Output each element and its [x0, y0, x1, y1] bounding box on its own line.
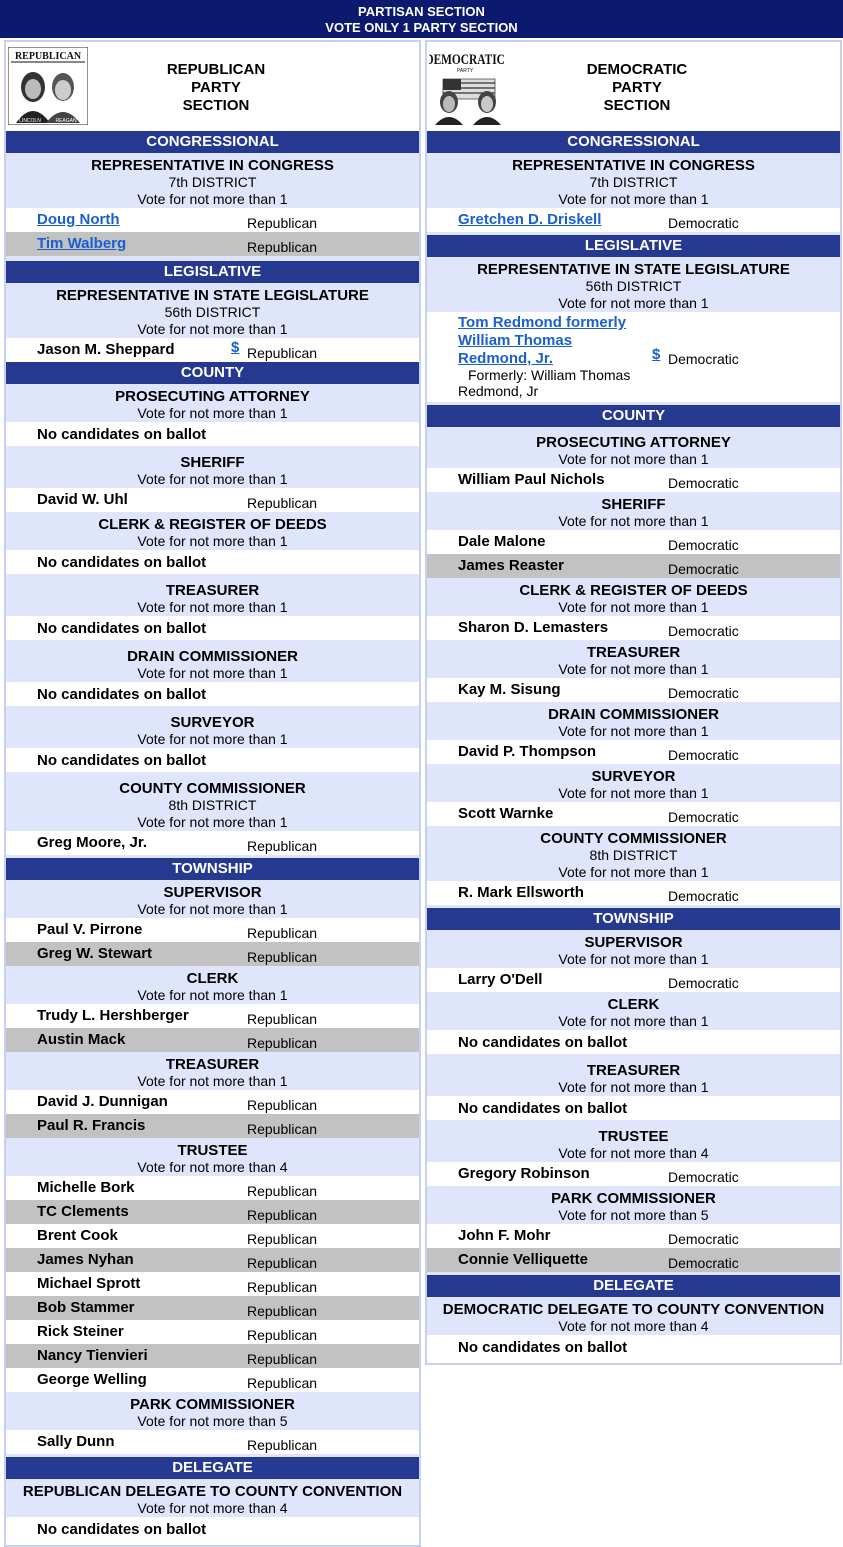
- office-trustee: [6, 1138, 419, 1176]
- vote-instruction: Vote for not more than 1: [558, 191, 709, 207]
- office-title: REPUBLICAN DELEGATE TO COUNTY CONVENTION: [22, 1483, 403, 1500]
- svg-text:REPUBLICAN: REPUBLICAN: [14, 51, 82, 62]
- office-surveyor: [6, 706, 419, 748]
- no-candidates-row: [427, 1030, 840, 1054]
- candidate-party: Republican: [247, 345, 318, 361]
- candidate-name: Paul V. Pirrone: [37, 921, 143, 938]
- section-bar-county: COUNTY: [6, 362, 419, 384]
- vote-instruction: Vote for not more than 4: [137, 1159, 288, 1175]
- office-surveyor: [427, 764, 840, 802]
- candidate-row[interactable]: [6, 1200, 419, 1224]
- candidate-name: TC Clements: [37, 1203, 129, 1220]
- candidate-row[interactable]: [6, 1368, 419, 1392]
- title-line: PARTY: [191, 79, 241, 96]
- candidate-name-line[interactable]: William Thomas: [458, 332, 573, 349]
- republican-logo: [8, 47, 88, 125]
- candidate-name-line[interactable]: Tom Redmond formerly: [458, 314, 627, 331]
- candidate-link[interactable]: Gretchen D. Driskell: [458, 211, 602, 228]
- vote-instruction: Vote for not more than 1: [137, 405, 288, 421]
- candidate-party: Republican: [247, 1375, 318, 1391]
- candidate-row[interactable]: [6, 1004, 419, 1028]
- section-bar-township: TOWNSHIP: [427, 908, 840, 930]
- candidate-party: Republican: [247, 838, 318, 854]
- candidate-party: Democratic: [668, 809, 739, 825]
- candidate-row[interactable]: [427, 802, 840, 826]
- office-state-legislature: [427, 257, 840, 312]
- republican-party-title: [131, 61, 301, 115]
- candidate-party: Republican: [247, 1255, 318, 1271]
- no-candidates-row: [6, 616, 419, 640]
- office-delegate: [6, 1479, 419, 1517]
- candidate-name: Austin Mack: [37, 1031, 126, 1048]
- office-park-commissioner: [6, 1392, 419, 1430]
- office-title: SUPERVISOR: [584, 934, 683, 951]
- no-candidates-row: [6, 422, 419, 446]
- candidate-name-line[interactable]: Redmond, Jr.: [458, 350, 554, 367]
- candidate-party: Republican: [247, 215, 318, 231]
- title-line: SECTION: [603, 97, 671, 114]
- candidate-row[interactable]: [6, 208, 419, 232]
- office-title: REPRESENTATIVE IN STATE LEGISLATURE: [477, 261, 790, 278]
- candidate-row[interactable]: [6, 1176, 419, 1200]
- office-title: REPRESENTATIVE IN CONGRESS: [91, 157, 334, 174]
- candidate-row[interactable]: [6, 1320, 419, 1344]
- candidate-party: Democratic: [668, 475, 739, 491]
- candidate-row[interactable]: [6, 1296, 419, 1320]
- section-bar-county: COUNTY: [427, 405, 840, 427]
- candidate-row[interactable]: [427, 208, 840, 232]
- office-title: TREASURER: [165, 1056, 260, 1073]
- candidate-name: Connie Velliquette: [458, 1251, 589, 1268]
- svg-text:PARTY: PARTY: [456, 68, 474, 74]
- republican-header: [6, 42, 419, 131]
- candidate-name: Michelle Bork: [37, 1179, 135, 1196]
- vote-instruction: Vote for not more than 1: [558, 513, 709, 529]
- candidate-name: Greg Moore, Jr.: [37, 834, 148, 851]
- vote-instruction: Vote for not more than 1: [558, 951, 709, 967]
- candidate-row[interactable]: [427, 1162, 840, 1186]
- candidate-name: Bob Stammer: [37, 1299, 135, 1316]
- banner-subtitle: VOTE ONLY 1 PARTY SECTION: [325, 20, 518, 35]
- no-candidates-text: No candidates on ballot: [458, 1100, 628, 1117]
- candidate-row[interactable]: [427, 554, 840, 578]
- candidate-link[interactable]: [458, 314, 661, 368]
- vote-instruction: Vote for not more than 1: [137, 1073, 288, 1089]
- candidate-party: Republican: [247, 1011, 318, 1027]
- campaign-finance-icon[interactable]: $: [231, 339, 240, 356]
- candidate-party: Republican: [247, 1097, 318, 1113]
- candidate-name: Nancy Tienvieri: [37, 1347, 148, 1364]
- candidate-party: Republican: [247, 1437, 318, 1453]
- candidate-row[interactable]: [6, 1114, 419, 1138]
- section-bar-delegate: DELEGATE: [6, 1457, 419, 1479]
- office-district: 7th DISTRICT: [589, 174, 678, 190]
- candidate-party: Republican: [247, 1035, 318, 1051]
- candidate-party: Democratic: [668, 685, 739, 701]
- office-title: CLERK: [186, 970, 239, 987]
- candidate-row[interactable]: [6, 1430, 419, 1454]
- candidate-party: Republican: [247, 1279, 318, 1295]
- candidate-party: Republican: [247, 949, 318, 965]
- candidate-former-name: Formerly: William Thomas Redmond, Jr: [458, 367, 631, 399]
- office-township-treasurer: [6, 1052, 419, 1090]
- office-title: COUNTY COMMISSIONER: [119, 780, 306, 797]
- office-title: SURVEYOR: [170, 714, 255, 731]
- candidate-row[interactable]: [6, 1224, 419, 1248]
- candidate-name: Sharon D. Lemasters: [458, 619, 609, 636]
- office-clerk-register: [6, 512, 419, 550]
- candidate-party: Republican: [247, 1303, 318, 1319]
- banner-title: PARTISAN SECTION: [358, 4, 485, 19]
- candidate-row[interactable]: [427, 1248, 840, 1272]
- office-drain-commissioner: [6, 640, 419, 682]
- office-title: PROSECUTING ATTORNEY: [536, 434, 731, 451]
- office-title: DRAIN COMMISSIONER: [127, 648, 298, 665]
- no-candidates-row: [427, 1335, 840, 1359]
- vote-instruction: Vote for not more than 1: [137, 471, 288, 487]
- candidate-party: Republican: [247, 925, 318, 941]
- office-treasurer: [427, 640, 840, 678]
- candidate-row[interactable]: [6, 1272, 419, 1296]
- campaign-finance-icon[interactable]: $: [652, 346, 661, 363]
- candidate-name: Brent Cook: [37, 1227, 118, 1244]
- candidate-row[interactable]: [6, 1028, 419, 1052]
- candidate-name: John F. Mohr: [458, 1227, 551, 1244]
- candidate-party: Democratic: [668, 1255, 739, 1271]
- office-title: CLERK: [607, 996, 660, 1013]
- candidate-name: Rick Steiner: [37, 1323, 124, 1340]
- office-trustee: [427, 1120, 840, 1162]
- candidate-name: Larry O'Dell: [458, 971, 543, 988]
- office-district: 7th DISTRICT: [168, 174, 257, 190]
- partisan-banner: [0, 0, 843, 38]
- vote-instruction: Vote for not more than 4: [558, 1145, 709, 1161]
- office-supervisor: [6, 880, 419, 918]
- office-congress: [6, 153, 419, 208]
- office-park-commissioner: [427, 1186, 840, 1224]
- office-congress: [427, 153, 840, 208]
- democratic-party-title: [552, 61, 722, 115]
- office-clerk-register: [427, 578, 840, 616]
- democratic-column: [425, 40, 842, 1365]
- office-title: DRAIN COMMISSIONER: [548, 706, 719, 723]
- title-line: SECTION: [182, 97, 250, 114]
- no-candidates-text: No candidates on ballot: [37, 554, 207, 571]
- candidate-name: William Paul Nichols: [458, 471, 605, 488]
- office-title: COUNTY COMMISSIONER: [540, 830, 727, 847]
- office-title: REPRESENTATIVE IN STATE LEGISLATURE: [56, 287, 369, 304]
- title-line: PARTY: [612, 79, 662, 96]
- vote-instruction: Vote for not more than 5: [137, 1413, 288, 1429]
- candidate-row[interactable]: [427, 881, 840, 905]
- candidate-name: James Nyhan: [37, 1251, 134, 1268]
- candidate-name: David W. Uhl: [37, 491, 128, 508]
- candidate-name: Michael Sprott: [37, 1275, 141, 1292]
- vote-instruction: Vote for not more than 1: [137, 901, 288, 917]
- candidate-row[interactable]: [6, 488, 419, 512]
- candidate-party: Democratic: [668, 1231, 739, 1247]
- candidate-party: Republican: [247, 1231, 318, 1247]
- candidate-name: Kay M. Sisung: [458, 681, 561, 698]
- candidate-party: Democratic: [668, 215, 739, 231]
- candidate-row[interactable]: [6, 1344, 419, 1368]
- office-district: 56th DISTRICT: [164, 304, 261, 320]
- section-bar-legislative: LEGISLATIVE: [427, 235, 840, 257]
- candidate-name: Dale Malone: [458, 533, 546, 550]
- office-title: SURVEYOR: [591, 768, 676, 785]
- democratic-logo: [429, 47, 509, 125]
- office-district: 56th DISTRICT: [585, 278, 682, 294]
- candidate-row[interactable]: [427, 616, 840, 640]
- office-supervisor: [427, 930, 840, 968]
- candidate-party: Republican: [247, 1207, 318, 1223]
- office-title: TRUSTEE: [598, 1128, 669, 1145]
- candidate-party: Republican: [247, 1183, 318, 1199]
- office-prosecuting-attorney: [6, 384, 419, 422]
- vote-instruction: Vote for not more than 1: [137, 987, 288, 1003]
- candidate-name: George Welling: [37, 1371, 147, 1388]
- no-candidates-text: No candidates on ballot: [37, 620, 207, 637]
- office-title: SHERIFF: [601, 496, 666, 513]
- candidate-name: David J. Dunnigan: [37, 1093, 168, 1110]
- office-township-treasurer: [427, 1054, 840, 1096]
- candidate-party: Democratic: [668, 888, 739, 904]
- no-candidates-text: No candidates on ballot: [458, 1339, 628, 1356]
- candidate-name: R. Mark Ellsworth: [458, 884, 584, 901]
- candidate-row[interactable]: [427, 740, 840, 764]
- candidate-row[interactable]: [6, 831, 419, 855]
- vote-instruction: Vote for not more than 1: [137, 533, 288, 549]
- svg-text:LINCOLN: LINCOLN: [19, 118, 41, 124]
- office-title: DEMOCRATIC DELEGATE TO COUNTY CONVENTION: [442, 1301, 825, 1318]
- vote-instruction: Vote for not more than 5: [558, 1207, 709, 1223]
- no-candidates-row: [6, 748, 419, 772]
- office-treasurer: [6, 574, 419, 616]
- candidate-name: Trudy L. Hershberger: [37, 1007, 189, 1024]
- office-title: CLERK & REGISTER OF DEEDS: [98, 516, 327, 533]
- vote-instruction: Vote for not more than 1: [558, 661, 709, 677]
- svg-text:REAGAN: REAGAN: [55, 118, 77, 124]
- vote-instruction: Vote for not more than 1: [558, 723, 709, 739]
- candidate-row[interactable]: [427, 1224, 840, 1248]
- vote-instruction: Vote for not more than 1: [137, 814, 288, 830]
- no-candidates-text: No candidates on ballot: [37, 752, 207, 769]
- svg-text:DEMOCRATIC: DEMOCRATIC: [429, 50, 505, 68]
- candidate-name: David P. Thompson: [458, 743, 597, 760]
- candidate-row[interactable]: [427, 968, 840, 992]
- no-candidates-row: [6, 1517, 419, 1541]
- no-candidates-text: No candidates on ballot: [458, 1034, 628, 1051]
- vote-instruction: Vote for not more than 1: [558, 785, 709, 801]
- no-candidates-text: No candidates on ballot: [37, 1521, 207, 1538]
- office-district: 8th DISTRICT: [168, 797, 257, 813]
- office-sheriff: [427, 492, 840, 530]
- office-district: 8th DISTRICT: [589, 847, 678, 863]
- vote-instruction: Vote for not more than 1: [558, 451, 709, 467]
- candidate-link[interactable]: Doug North: [37, 211, 120, 228]
- vote-instruction: Vote for not more than 1: [137, 665, 288, 681]
- candidate-row[interactable]: [427, 468, 840, 492]
- candidate-party: Democratic: [668, 561, 739, 577]
- office-sheriff: [6, 446, 419, 488]
- office-title: TRUSTEE: [177, 1142, 248, 1159]
- office-prosecuting-attorney: [427, 427, 840, 468]
- candidate-party: Republican: [247, 239, 318, 255]
- candidate-row[interactable]: [427, 530, 840, 554]
- candidate-party: Republican: [247, 1351, 318, 1367]
- candidate-name: Sally Dunn: [37, 1433, 115, 1450]
- candidate-party: Republican: [247, 1327, 318, 1343]
- section-bar-delegate: DELEGATE: [427, 1275, 840, 1297]
- republican-column: [4, 40, 421, 1547]
- vote-instruction: Vote for not more than 1: [558, 295, 709, 311]
- office-title: TREASURER: [586, 1062, 681, 1079]
- candidate-name: Greg W. Stewart: [37, 945, 153, 962]
- candidate-party: Republican: [247, 495, 318, 511]
- candidate-name: Paul R. Francis: [37, 1117, 146, 1134]
- title-line: REPUBLICAN: [166, 61, 266, 78]
- candidate-row[interactable]: [427, 312, 840, 402]
- no-candidates-row: [6, 550, 419, 574]
- office-title: REPRESENTATIVE IN CONGRESS: [512, 157, 755, 174]
- section-bar-congressional: CONGRESSIONAL: [6, 131, 419, 153]
- vote-instruction: Vote for not more than 1: [558, 599, 709, 615]
- candidate-row[interactable]: [6, 232, 419, 256]
- office-title: SUPERVISOR: [163, 884, 262, 901]
- candidate-row[interactable]: [427, 678, 840, 702]
- office-county-commissioner: [6, 772, 419, 831]
- vote-instruction: Vote for not more than 1: [558, 1013, 709, 1029]
- candidate-row[interactable]: [6, 942, 419, 966]
- candidate-name: Jason M. Sheppard: [37, 341, 175, 358]
- no-candidates-row: [427, 1096, 840, 1120]
- office-township-clerk: [427, 992, 840, 1030]
- vote-instruction: Vote for not more than 1: [137, 321, 288, 337]
- vote-instruction: Vote for not more than 4: [137, 1500, 288, 1516]
- section-bar-legislative: LEGISLATIVE: [6, 261, 419, 283]
- office-title: TREASURER: [165, 582, 260, 599]
- office-title: CLERK & REGISTER OF DEEDS: [519, 582, 748, 599]
- office-title: PROSECUTING ATTORNEY: [115, 388, 310, 405]
- candidate-name: Scott Warnke: [458, 805, 554, 822]
- candidate-row[interactable]: [6, 338, 419, 362]
- democratic-header: [427, 42, 840, 131]
- office-state-legislature: [6, 283, 419, 338]
- office-title: TREASURER: [586, 644, 681, 661]
- candidate-row[interactable]: [6, 1090, 419, 1114]
- vote-instruction: Vote for not more than 1: [137, 191, 288, 207]
- candidate-row[interactable]: [6, 1248, 419, 1272]
- no-candidates-text: No candidates on ballot: [37, 686, 207, 703]
- candidate-party: Democratic: [668, 623, 739, 639]
- vote-instruction: Vote for not more than 1: [137, 731, 288, 747]
- office-drain-commissioner: [427, 702, 840, 740]
- no-candidates-text: No candidates on ballot: [37, 426, 207, 443]
- vote-instruction: Vote for not more than 1: [558, 864, 709, 880]
- office-delegate: [427, 1297, 840, 1335]
- candidate-party: Democratic: [668, 351, 739, 367]
- office-county-commissioner: [427, 826, 840, 881]
- no-candidates-row: [6, 682, 419, 706]
- candidate-party: Republican: [247, 1121, 318, 1137]
- office-township-clerk: [6, 966, 419, 1004]
- candidate-row[interactable]: [6, 918, 419, 942]
- section-bar-township: TOWNSHIP: [6, 858, 419, 880]
- candidate-party: Democratic: [668, 747, 739, 763]
- section-bar-congressional: CONGRESSIONAL: [427, 131, 840, 153]
- title-line: DEMOCRATIC: [586, 61, 688, 78]
- candidate-name: James Reaster: [458, 557, 564, 574]
- vote-instruction: Vote for not more than 1: [137, 599, 288, 615]
- candidate-party: Democratic: [668, 1169, 739, 1185]
- candidate-name: Gregory Robinson: [458, 1165, 590, 1182]
- vote-instruction: Vote for not more than 1: [558, 1079, 709, 1095]
- office-title: SHERIFF: [180, 454, 245, 471]
- candidate-party: Democratic: [668, 975, 739, 991]
- office-title: PARK COMMISSIONER: [130, 1396, 295, 1413]
- candidate-link[interactable]: Tim Walberg: [37, 235, 127, 252]
- vote-instruction: Vote for not more than 4: [558, 1318, 709, 1334]
- office-title: PARK COMMISSIONER: [551, 1190, 716, 1207]
- candidate-party: Democratic: [668, 537, 739, 553]
